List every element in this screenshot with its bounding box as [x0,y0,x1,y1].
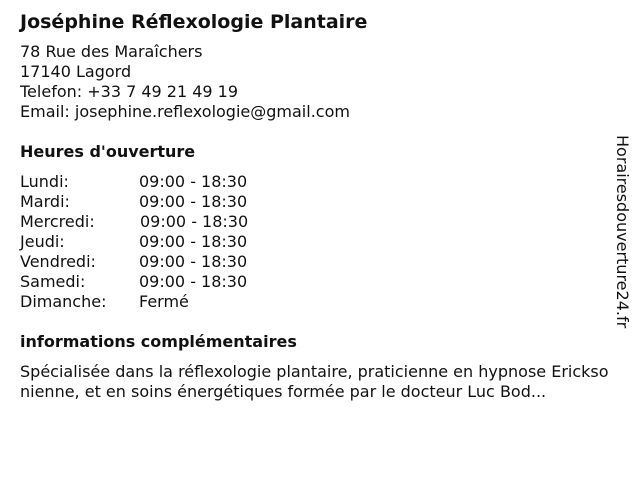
day-hours: 09:00 - 18:30 [139,252,248,271]
business-card [20,10,610,402]
day-label: Samedi: [20,272,86,291]
business-name: Joséphine Réflexologie Plantaire [20,11,368,33]
hours-row-saturday [20,272,610,292]
day-label: Mercredi: [20,212,95,231]
day-hours: 09:00 - 18:30 [140,212,249,231]
hours-row-tuesday [20,192,610,212]
phone-number: Telefon: +33 7 49 21 49 19 [20,82,239,101]
watermark [612,135,632,345]
email-address: Email: josephine.reflexologie@gmail.com [20,102,350,121]
day-label: Mardi: [20,192,70,211]
day-hours: Fermé [139,292,189,311]
day-hours: 09:00 - 18:30 [139,272,248,291]
day-label: Lundi: [20,172,69,191]
hours-row-sunday [20,292,610,312]
hours-row-friday [20,252,610,272]
day-label: Jeudi: [20,232,65,251]
hours-row-wednesday [20,212,610,232]
day-hours: 09:00 - 18:30 [139,192,248,211]
hours-table [20,172,610,312]
info-description: Spécialisée dans la réflexologie plantaire, praticienne en hypnose Ericksonienne, et en soins énergétiques formée par le docteur Luc Bod... [20,362,609,401]
hours-row-thursday [20,232,610,252]
hours-heading: Heures d'ouverture [20,142,196,161]
day-hours: 09:00 - 18:30 [139,232,248,251]
hours-row-monday [20,172,610,192]
city-address: 17140 Lagord [20,62,132,81]
day-hours: 09:00 - 18:30 [139,172,248,191]
street-address: 78 Rue des Maraîchers [20,42,203,61]
day-label: Vendredi: [20,252,96,271]
day-label: Dimanche: [20,292,107,311]
watermark-text: Horairesdouverture24.fr [613,135,632,329]
info-heading: informations complémentaires [20,332,297,351]
